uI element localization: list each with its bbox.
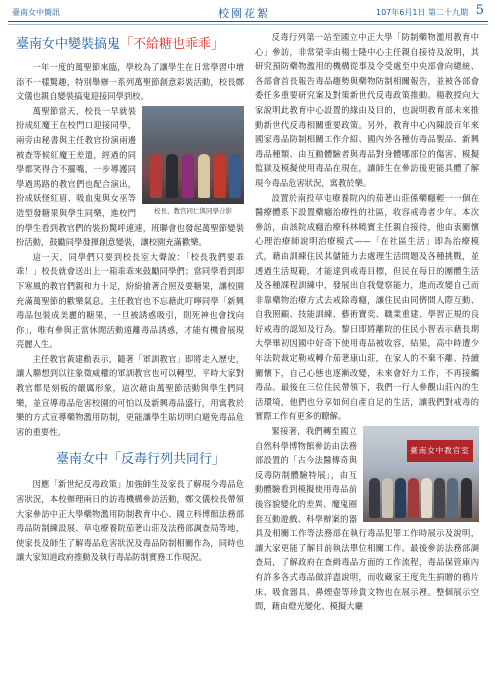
person-figure xyxy=(421,478,432,518)
page-header xyxy=(8,5,488,20)
header-divider xyxy=(8,21,488,22)
article1-paragraph: 這一天，同學們只要到校長室大聲說：「校長我們要乖乖！」校長就會送出上一箱乖乖來鼓勵同學們；當同學看到即下寒風的教官們親和力十足，紛紛搶著合照及要糖果，讓校園充滿萬聖節的歡樂氣息。主任教官也不忘藉此叮嚀同學「新興毒品包裝成美麗的糖果，一旦被誘惑吸引，則死神也會找向你」，唯有參與正當休閒活動遠離毒品誘惑，才能有機會展現亮麗人生。 xyxy=(16,251,244,350)
newsletter-name: 臺南女中簡訊 xyxy=(12,8,60,17)
person-figure xyxy=(229,154,241,198)
article1-paragraph: 主任教官黃建勳表示，隨著「軍訓教官」即將走入歷史，讓人聯想到以往象徵威權的軍訓教官也可以轉型，平時大家對教官都是刻板的嚴厲形象，這次藉由萬聖節活動與學生們同樂，並宣導毒品危害校園的可怕以及新興毒品盛行，用寓教於樂的方式宣導藥物濫用防制，更能讓學生貼切明白避免毒品危害的重要性。 xyxy=(16,353,244,437)
article1-paragraph: 萬聖節當天，校長一早就裝扮成紅魔王在校門口迎接同學，兩旁由秘書與主任教官扮演兩邊被查等候紅魔王差遣，經過的同學都笑得合不攏嘴，一步導護同學過馬路的教官們也配合演出，扮成妖怪紅眉、吸血鬼與女巫等造型發糖果與學生同樂，進校門的學生看到教官們的裝扮驚呼連連，班聯會也發起萬聖節變裝扮活動，鼓勵同學發揮創意變裝，讓校園充滿歡樂。 xyxy=(16,105,244,248)
article1-title-highlight: 「不給糖也乖乖」 xyxy=(120,37,225,52)
person-figure xyxy=(214,154,226,198)
person-figure xyxy=(150,154,162,198)
article1-title-prefix: 臺南女中變裝搞鬼 xyxy=(16,37,121,52)
article2-paragraph: 設置於南投草屯療養院內的茄荖山莊係藥癮輕一一個在醫療體系下設置藥癮治療性的社區，收容戒毒者少年。本次參訪，由該院成癮治療科林曉寶主任親自接待，他由衷關懷心理治療師說明治療模式——「在社區生活」即為治療模式，藉由訓練住民其儲能力去處理生活問題及各種挑戰，並透過生活規範，才能達到戒毒目標，但民在每日的團體生活及各種課程訓練中，發展出自我覺察能力，進而改變自己而非靠藥物治療方式去戒除毒癮，讓住民由同儕間人際互動、自我照顧、技能訓練、藝術寶奕、職業重建、學習正規的良好戒毒的認知及行為。黎日即將離院的住民小智表示藉長期大學畢初因國中好奇下使用毒品被收容，結果，高中時遭少年法院裁定勒戒轉介茄荖康山莊，在家人的不棄不離、持續關懷下，自己心態也逐漸改變，未來會好力工作，不再接觸毒品。最後在三位住民帶領下，我們一行人參觀山莊內的生活環境，他們也分享如何自產自足的生活，讓我們對戒毒的實際工作有更多的瞭解。 xyxy=(255,192,479,422)
photo-caption: 校長、教官同仁與同學合影 xyxy=(154,206,232,215)
article2-paragraph: 因應「新世紀反毒政策」加強師生及家長了解現今毒品危害狀況，本校辦理兩日的訪毒機構參訪活動，鄭文儀校長帶領大家參訪中正大學藥物濫用防制教育中心、國立科博館法務部毒品防制練設展、草屯療養院茄荖山莊及法務部調查局等地，使家長及師生了解毒品危害狀況及毒品防制相關作為，同時也讓大家知道政府推動及執行毒品防制實務工作現況。 xyxy=(16,479,244,563)
person-figure xyxy=(408,478,419,518)
person-figure xyxy=(382,478,393,518)
section-title: 校園花絮 xyxy=(218,7,270,20)
person-figure xyxy=(434,478,445,518)
person-figure xyxy=(166,154,178,198)
page-number: 5 xyxy=(475,3,484,18)
article1-title xyxy=(16,36,244,54)
photo-banner: 臺南女中教官室 xyxy=(407,440,473,462)
person-figure xyxy=(182,154,194,198)
header-divider-thin xyxy=(8,24,488,25)
person-figure xyxy=(447,478,458,518)
article2-paragraph: 緊接著，我們轉至國立自然科學博物館參訪由法務部設置的「古今法醫傳奇與反毒防制體驗特展」，由互動體驗看到模擬使用毒品前後容貌變化的差異、魔鬼圈套互動遊戲、科學辦案的器具及相關工作等法務部在執行毒品犯罪工作時展示及說明，讓大家更能了解目前執法單位相關工作。最後參訪法務部調查局，了解政府在查緝毒品方面的工作流程，毒品保管庫內有許多各式毒品做詳盡說明，而收藏家王度先生捐贈的鴉片床、吸食器具、鼻煙壺等珍貴文物也在展示裡。整個展示空間，藉由燈光變化、模擬大廳 xyxy=(255,426,479,612)
issue-date: 107年6月1日 第二十九期 xyxy=(376,8,468,17)
person-figure xyxy=(461,478,472,518)
right-column xyxy=(255,30,479,694)
person-figure xyxy=(369,478,380,518)
left-column xyxy=(16,32,244,692)
museum-group-photo xyxy=(363,426,479,522)
article2-paragraph: 反毒行列第一站至國立中正大學「防制藥物濫用教育中心」參訪，非常榮幸由楊士隆中心主任親自接待及說明，其研究預防藥物濫用的機構從事及令受處至中央部會向總統、各部會首長報告毒品趨勢與藥物防制相關報告，並被各部會委任多重要研究案及對策新世代反毒政策推動。楊教授向大家說明此教育中心設置的緣由及目的，也說明教育部未來推動新世代反毒相關重要政策。另外，教育中心內陳設百年來國家毒品防制相關工作介紹、國內外各種仿毒品製品、新興毒品種類、由互動體驗者與毒品對身體哪部位的傷害、模擬監獄及模擬使用毒品在現在，讓師生在參訪後更能具體了解現今毒品危害狀況，寓教於樂。 xyxy=(255,32,479,188)
halloween-group-photo xyxy=(142,106,244,204)
person-figure xyxy=(395,478,406,518)
article2-title: 臺南女中「反毒行列共同行」 xyxy=(56,452,226,468)
article1-paragraph: 一年一度的萬聖節來臨，學校為了讓學生在日常學習中增添不一樣驚趣，特別舉辦一系列萬聖節創意彩裝活動，校長鄭文儀也親自變裝搞鬼迎接同學到校。 xyxy=(16,62,244,102)
person-figure xyxy=(198,154,210,198)
